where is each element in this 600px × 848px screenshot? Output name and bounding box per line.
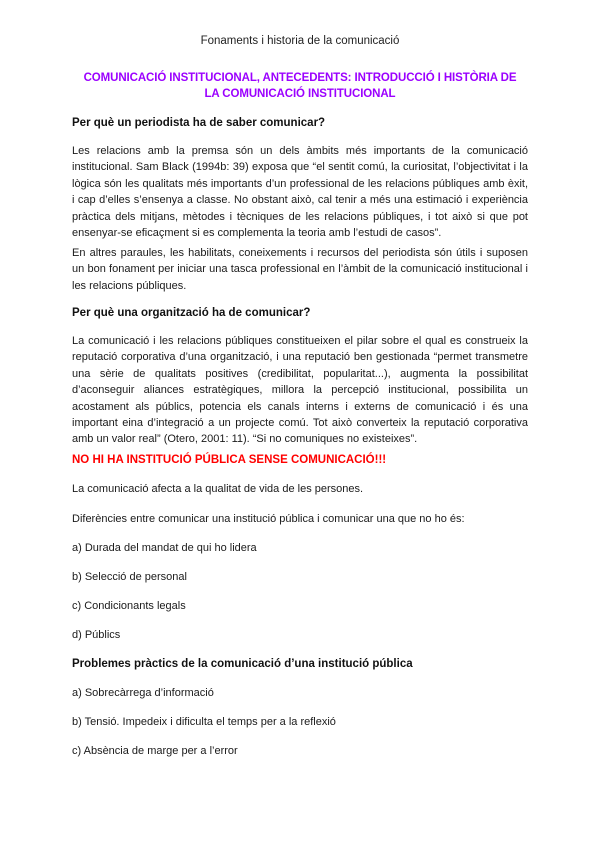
list-item-a: a) Durada del mandat de qui ho lidera (72, 542, 257, 554)
paragraph-relacions-premsa: Les relacions amb la premsa són un dels àmbits més importants de la comunicació institucional. Sam Black (1994b: 39) exposa que “el sentit comú, la curiositat, l’objectivitat i la lògica són les qualitats més importants d’un professional de les relacions públiques amb èxit, i cap d’elles s’ensenya a classe. No obstant això, cal tenir a més una estimació i experiència pràctica dels mitjans, mètodes i tècniques de les relacions públiques, i tot això si que pot ensenyar-se eficaçment si es complementa la teoria amb l’estudi de casos”. (72, 145, 528, 240)
list-item-b: b) Selecció de personal (72, 571, 187, 583)
section-heading-problemes: Problemes pràctics de la comunicació d’una institució pública (72, 658, 413, 670)
text-diferencies: Diferències entre comunicar una institució pública i comunicar una que no ho és: (72, 513, 465, 525)
list-item-c: c) Condicionants legals (72, 600, 186, 612)
paragraph-reputacio: La comunicació i les relacions públiques constitueixen el pilar sobre el qual es construeix la reputació corporativa d’una organització, i una reputació ben gestionada “permet transmetre una sèrie de qualitats positives (credibilitat, popularitat...), augmenta la possibilitat d’aconseguir aliances estratègiques, millora la percepció institucional, possibilita un acostament als públics, potencia els canals interns i externs de comunicació i és una important eina d’integració a un projecte comú. Tot això converteix la reputació corporativa amb un valor real” (Otero, 2001: 11). “Si no comuniques no existeixes”. (72, 335, 528, 446)
paragraph-altres-paraules: En altres paraules, les habilitats, coneixements i recursos del periodista són útils i suposen un bon fonament per iniciar una tasca professional en l’àmbit de la comunicació institucional i les relacions públiques. (72, 247, 528, 292)
document-title: COMUNICACIÓ INSTITUCIONAL, ANTECEDENTS: INTRODUCCIÓ I HISTÒRIA DE LA COMUNICACIÓ INSTITUCIONAL (83, 72, 517, 100)
section-heading-organitzacio: Per què una organització ha de comunicar? (72, 307, 311, 319)
problem-item-a: a) Sobrecàrrega d’informació (72, 687, 214, 699)
highlight-statement: NO HI HA INSTITUCIÓ PÚBLICA SENSE COMUNICACIÓ!!! (72, 454, 387, 466)
problem-item-b: b) Tensió. Impedeix i dificulta el temps per a la reflexió (72, 716, 336, 728)
text-qualitat-vida: La comunicació afecta a la qualitat de vida de les persones. (72, 483, 364, 495)
page-header: Fonaments i historia de la comunicació (200, 35, 400, 47)
list-item-d: d) Públics (72, 629, 121, 641)
problem-item-c: c) Absència de marge per a l’error (72, 745, 238, 757)
section-heading-periodista: Per què un periodista ha de saber comunicar? (72, 117, 326, 129)
